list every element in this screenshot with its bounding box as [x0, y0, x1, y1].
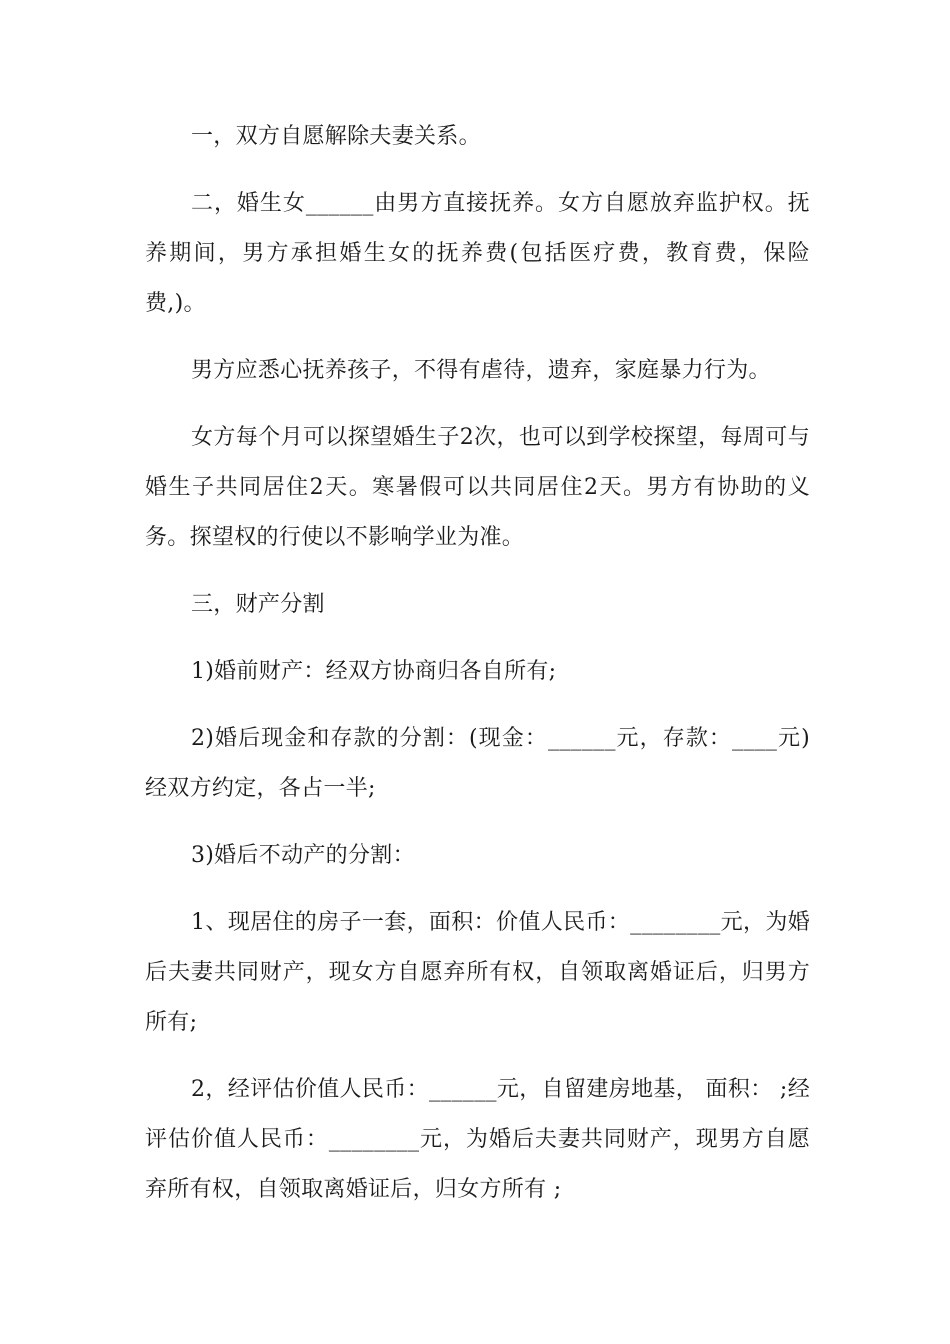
paragraph-6: 1)婚前财产：经双方协商归各自所有;	[191, 659, 557, 684]
paragraph-2: 二，婚生女______由男方直接抚养。女方自愿放弃监护权。抚养期间，男方承担婚生女的抚养费(包括医疗费，教育费，保险费,)。	[145, 191, 810, 316]
paragraph-4: 女方每个月可以探望婚生子2次，也可以到学校探望，每周可与婚生子共同居住2天。寒暑假可以共同居住2天。男方有协助的义务。探望权的行使以不影响学业为准。	[145, 425, 810, 550]
paragraph-8: 3)婚后不动产的分割：	[191, 843, 415, 868]
paragraph-10: 2，经评估价值人民币：______元，自留建房地基， 面积： ;经评估价值人民币：________元，为婚后夫妻共同财产，现男方自愿弃所有权，自领取离婚证后，归女方所有 ;	[145, 1077, 810, 1202]
document-body	[145, 112, 810, 1232]
paragraph-3: 男方应悉心抚养孩子，不得有虐待，遗弃，家庭暴力行为。	[191, 358, 771, 383]
paragraph-1: 一，双方自愿解除夫妻关系。	[191, 124, 481, 149]
paragraph-5: 三，财产分割	[191, 592, 325, 617]
paragraph-9: 1、现居住的房子一套，面积：价值人民币：________元，为婚后夫妻共同财产，现女方自愿弃所有权，自领取离婚证后，归男方所有;	[145, 910, 810, 1035]
paragraph-7: 2)婚后现金和存款的分割：(现金：______元，存款：____元)经双方约定，各占一半;	[145, 726, 810, 801]
